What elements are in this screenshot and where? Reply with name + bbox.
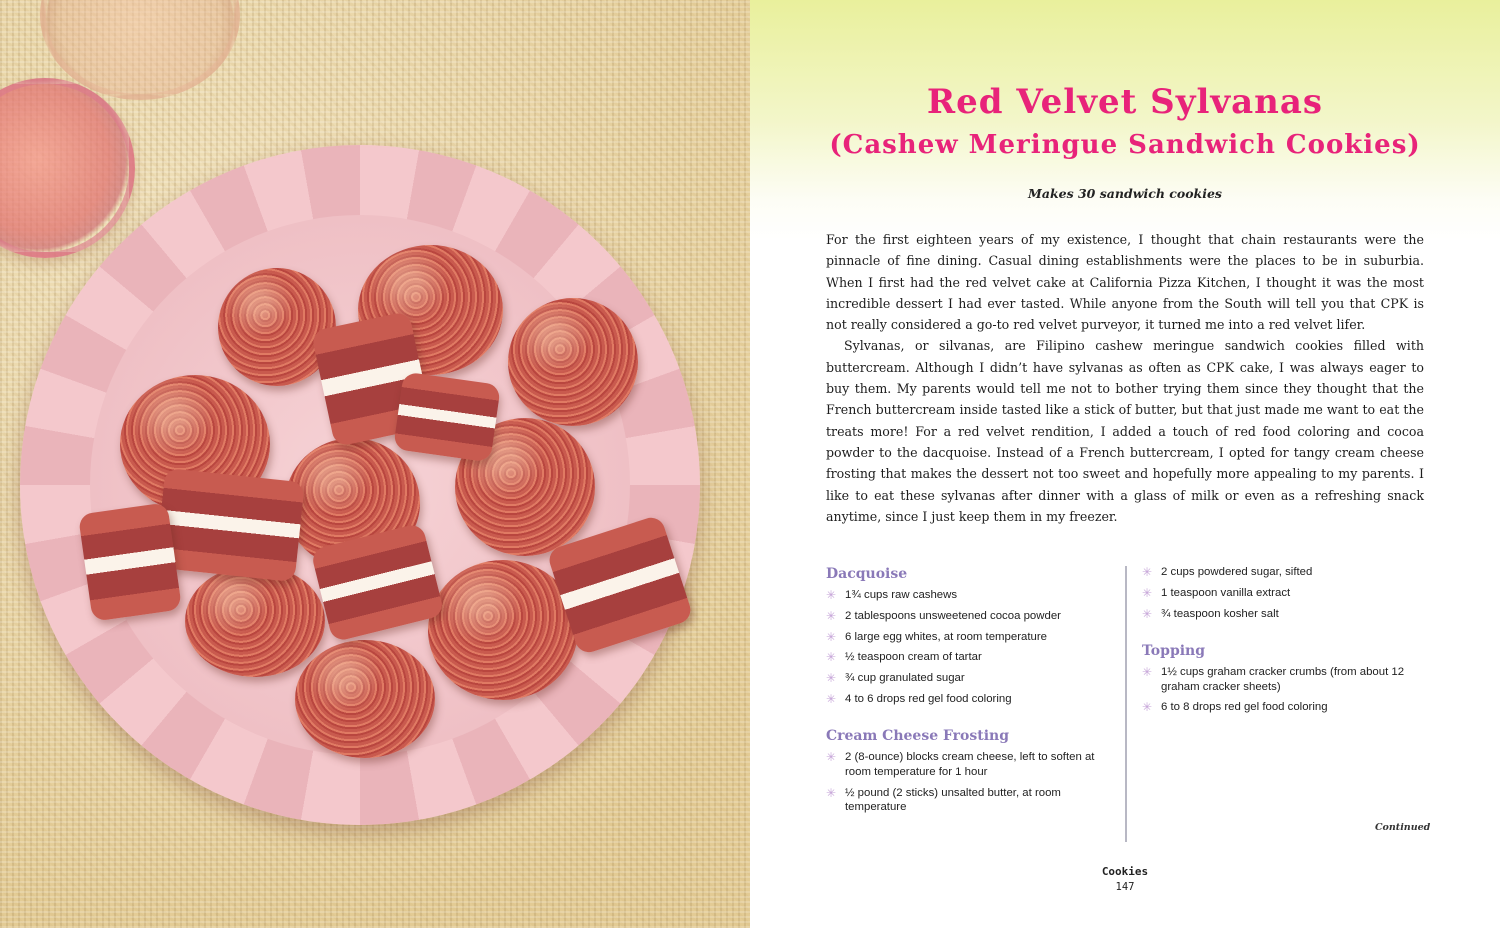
cookie-image: [295, 640, 435, 758]
column-divider: [1125, 566, 1127, 842]
ingredient-item: ✳ 1¾ cups raw cashews: [826, 588, 958, 602]
footer-section-label: Cookies: [1101, 865, 1149, 878]
sandwich-cookie-image: [78, 502, 182, 621]
asterisk-bullet-icon: ✳: [1142, 585, 1153, 600]
cookie-image: [508, 298, 638, 426]
ingredient-list: [826, 588, 1111, 706]
asterisk-bullet-icon: ✳: [826, 785, 837, 800]
ingredient-list: [826, 750, 1111, 814]
ingredient-item: ✳ 2 (8-ounce) blocks cream cheese, left to soften at room temperature for 1 hour: [826, 750, 1095, 778]
recipe-intro: [826, 229, 1424, 527]
ingredient-item: ✳ 2 tablespoons unsweetened cocoa powder: [826, 608, 1061, 623]
ingredient-list: [1142, 565, 1432, 621]
ingredient-item: ✳ 1 teaspoon vanilla extract: [1142, 585, 1291, 600]
asterisk-bullet-icon: ✳: [1142, 606, 1153, 621]
asterisk-bullet-icon: ✳: [1142, 565, 1153, 579]
ingredient-item: ✳ 2 cups powdered sugar, sifted: [1142, 565, 1313, 579]
recipe-page: [750, 0, 1500, 928]
ingredients-column-right: [1142, 565, 1432, 737]
intro-paragraph: Sylvanas, or silvanas, are Filipino cashew meringue sandwich cookies filled with buttercream. Although I didn’t have sylvanas as often as CPK cake, I was always eager to buy them. My parents would tell me not to bother trying them since they thought that the French buttercream inside tasted like a stick of butter, but that just made me want to eat the treats more! For a red velvet rendition, I added a touch of red food coloring and cocoa powder to the dacquoise. Instead of a French buttercream, I opted for tangy cream cheese frosting that makes the dessert not too sweet and hopefully more appealing to my parents. I like to eat these sylvanas after dinner with a glass of milk or even as a refreshing snack anytime, since I just keep them in my freezer.: [826, 338, 1424, 524]
topping-section: [1142, 643, 1432, 715]
asterisk-bullet-icon: ✳: [826, 629, 837, 644]
ingredient-item: ✳ 6 to 8 drops red gel food coloring: [1142, 700, 1328, 715]
ingredient-item: ✳ ¾ cup granulated sugar: [826, 671, 965, 686]
intro-paragraph: For the first eighteen years of my existence, I thought that chain restaurants were the pinnacle of fine dining. Casual dining establishments were the places to be in suburbia. When I first had the red velvet cake at California Pizza Kitchen, I thought it was the most incredible dessert I had ever tasted. While anyone from the South will tell you that CPK is not really considered a go-to red velvet purveyor, it turned me into a red velvet lifer.: [826, 232, 1424, 333]
asterisk-bullet-icon: ✳: [826, 750, 837, 765]
page-number: 147: [1115, 881, 1135, 893]
asterisk-bullet-icon: ✳: [1142, 700, 1153, 715]
asterisk-bullet-icon: ✳: [826, 650, 837, 665]
section-heading: Topping: [1142, 643, 1206, 660]
cookie-image: [185, 565, 325, 677]
section-heading: Dacquoise: [826, 566, 908, 582]
sandwich-cookie-image: [393, 372, 501, 463]
ingredient-item: ✳ 6 large egg whites, at room temperature: [826, 629, 1047, 644]
ingredient-item: ✳ 4 to 6 drops red gel food coloring: [826, 691, 1012, 706]
asterisk-bullet-icon: ✳: [826, 691, 837, 706]
asterisk-bullet-icon: ✳: [1142, 665, 1153, 680]
frosting-section-continued: [1142, 565, 1432, 621]
ingredient-item: ✳ ½ pound (2 sticks) unsalted butter, at room temperature: [826, 785, 1061, 814]
ingredient-item: ✳ 1½ cups graham cracker crumbs (from about 12 graham cracker sheets): [1142, 665, 1405, 693]
dacquoise-section: [826, 566, 1111, 706]
ingredients-column-left: [826, 566, 1111, 837]
recipe-subtitle: (Cashew Meringue Sandwich Cookies): [829, 130, 1421, 160]
recipe-title: Red Velvet Sylvanas: [926, 82, 1324, 122]
asterisk-bullet-icon: ✳: [826, 671, 837, 686]
continued-note: Continued: [1375, 822, 1431, 833]
recipe-yield: Makes 30 sandwich cookies: [1028, 186, 1222, 201]
glass-image: [0, 78, 135, 258]
section-heading: Cream Cheese Frosting: [826, 728, 1010, 745]
ingredient-list: [1142, 665, 1432, 715]
ingredient-item: ✳ ½ teaspoon cream of tartar: [826, 650, 982, 665]
asterisk-bullet-icon: ✳: [826, 588, 837, 602]
sandwich-cookie-image: [155, 468, 305, 582]
ingredient-item: ✳ ¾ teaspoon kosher salt: [1142, 606, 1279, 621]
frosting-section: [826, 728, 1111, 814]
asterisk-bullet-icon: ✳: [826, 608, 837, 623]
